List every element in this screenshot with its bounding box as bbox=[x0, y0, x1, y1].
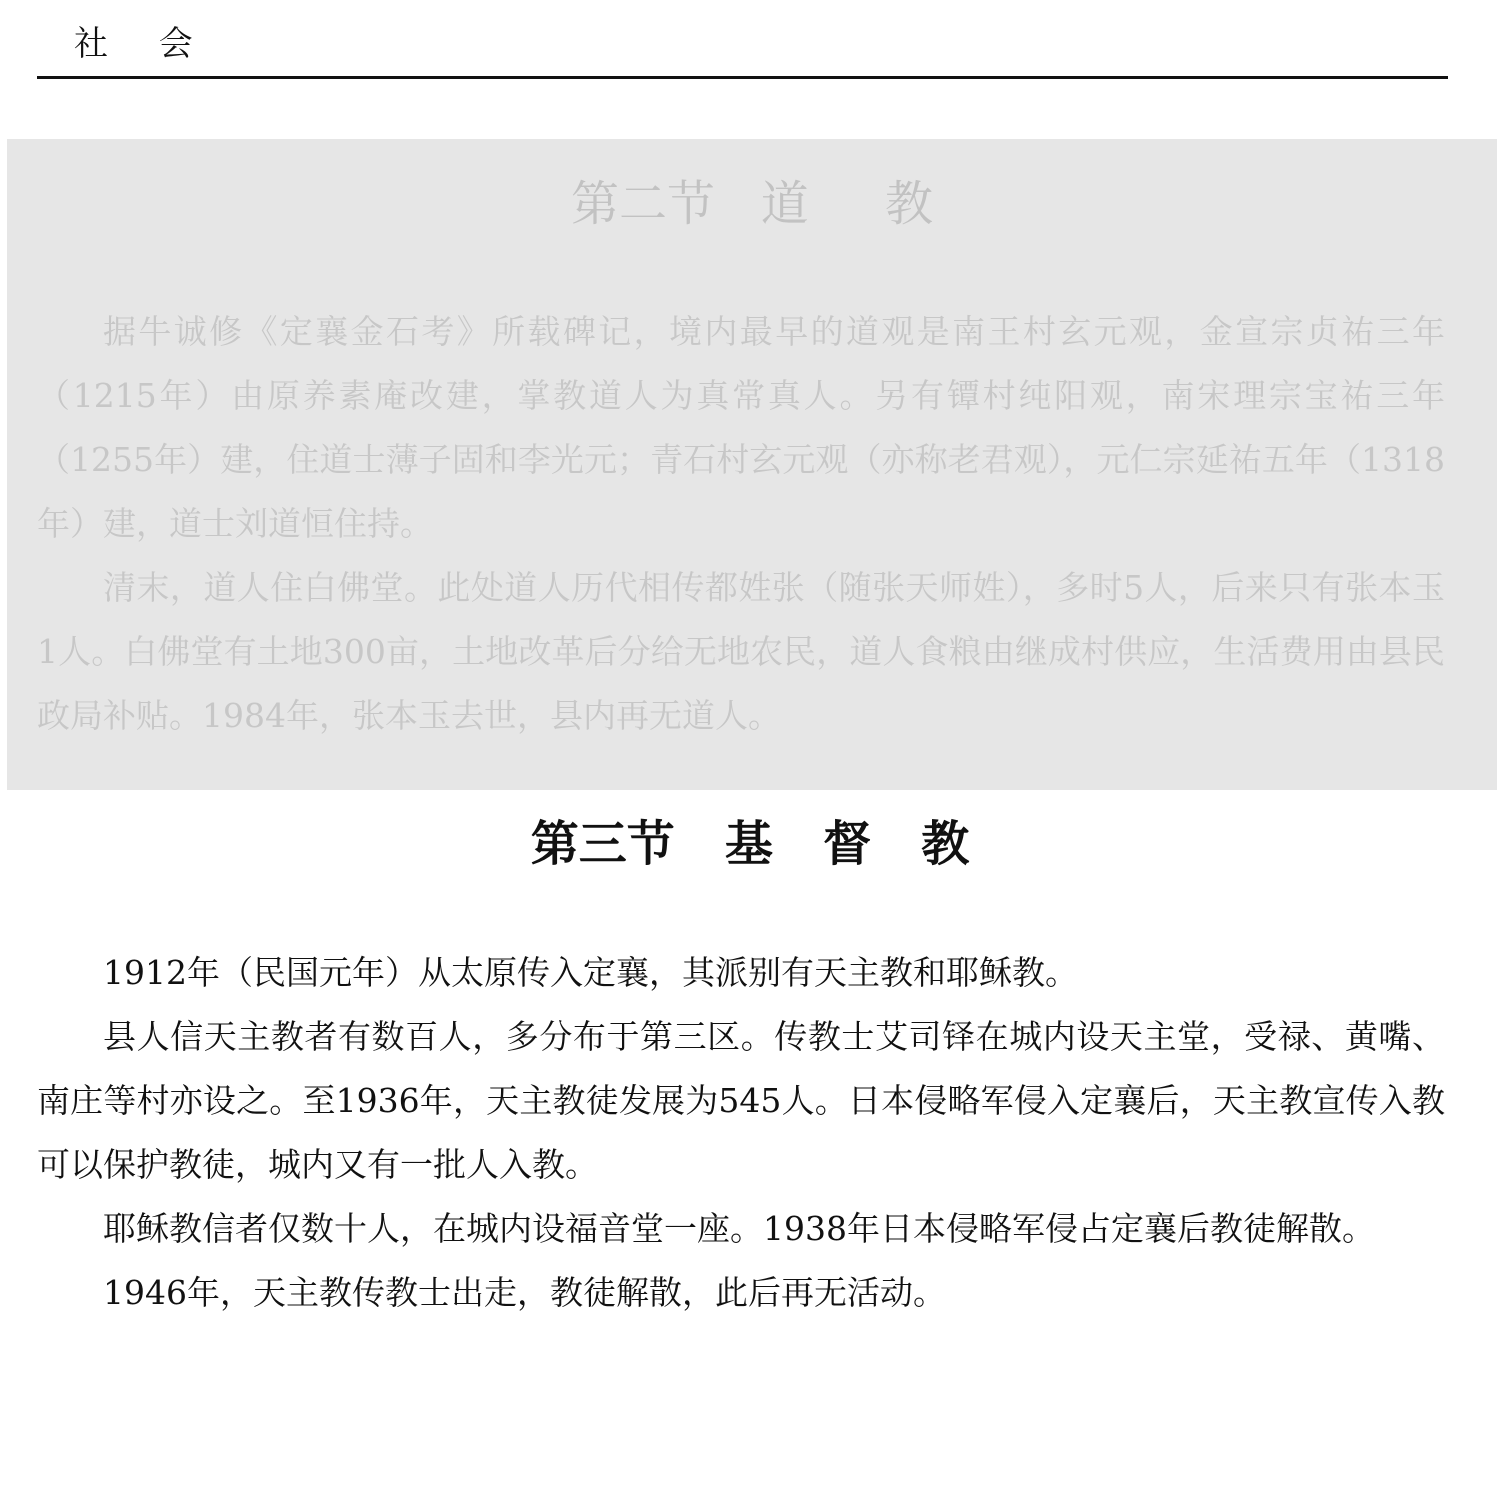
section-title-christianity: 第三节 基 督 教 bbox=[530, 816, 970, 872]
paragraph: 县人信天主教者有数百人，多分布于第三区。传教士艾司铎在城内设天主堂，受禄、黄嘴、南庄等村亦设之。至1936年，天主教徒发展为545人。日本侵略军侵入定襄后，天主教宣传入教可以保护教徒，城内又有一批人入教。 bbox=[37, 1017, 1445, 1184]
header-rule bbox=[37, 76, 1448, 79]
paragraph: 耶稣教信者仅数十人，在城内设福音堂一座。1938年日本侵略军侵占定襄后教徒解散。 bbox=[103, 1209, 1375, 1248]
paragraph: 清末，道人住白佛堂。此处道人历代相传都姓张（随张天师姓），多时5人，后来只有张本玉1人。白佛堂有土地300亩，土地改革后分给无地农民，道人食粮由继成村供应，生活费用由县民政局补贴。1984年，张本玉去世，县内再无道人。 bbox=[37, 568, 1445, 735]
section-title-taoism: 第二节 道 教 bbox=[570, 176, 934, 232]
paragraph: 1946年，天主教传教士出走，教徒解散，此后再无活动。 bbox=[103, 1273, 946, 1312]
paragraph: 据牛诚修《定襄金石考》所载碑记，境内最早的道观是南王村玄元观，金宣宗贞祐三年（1215年）由原养素庵改建，掌教道人为真常真人。另有镡村纯阳观，南宋理宗宝祐三年（1255年）建，住道士薄子固和李光元；青石村玄元观（亦称老君观），元仁宗延祐五年（1318年）建，道士刘道恒住持。 bbox=[37, 312, 1445, 543]
section-body-taoism bbox=[37, 300, 1445, 748]
paragraph: 1912年（民国元年）从太原传入定襄，其派别有天主教和耶稣教。 bbox=[103, 953, 1078, 992]
running-header: 社 会 bbox=[74, 24, 213, 64]
section-body-christianity bbox=[37, 941, 1445, 1325]
